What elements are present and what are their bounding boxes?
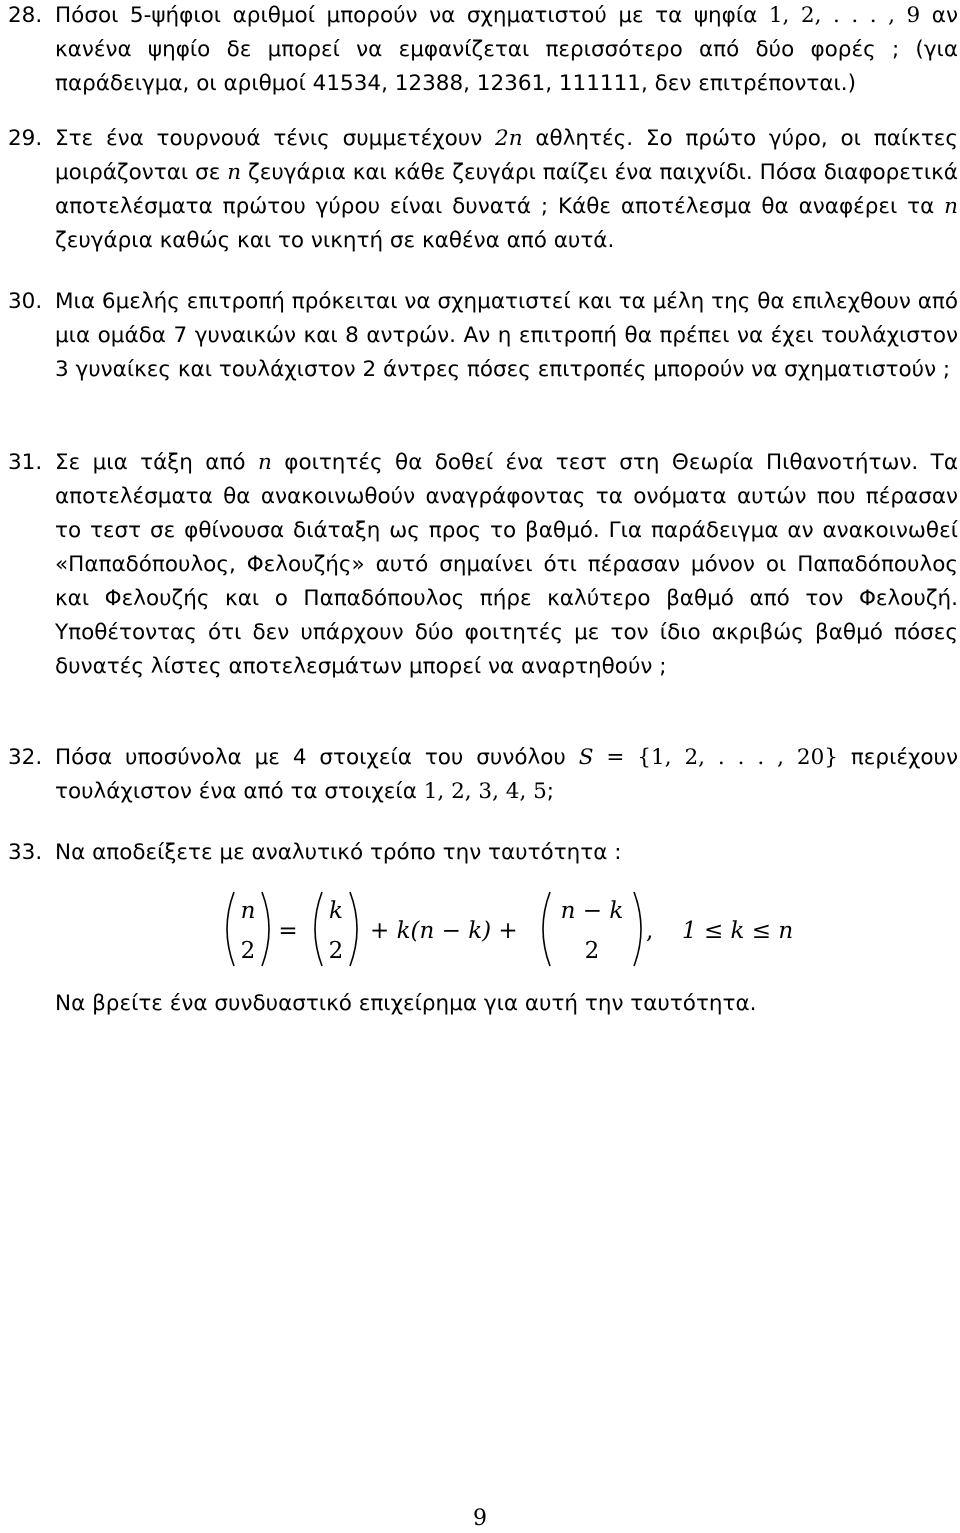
page-number: 9 [473,1506,487,1531]
problem-30 [8,285,958,387]
problem-text: Πόσα υποσύνολα με 4 στοιχεία του συνόλου S = {1, 2, . . . , 20} περιέχουν τουλάχιστον ένα από τα στοιχεία 1, 2, 3, 4, 5; [55,745,958,804]
problem-29 [8,122,958,258]
digit-range: 1, 2, . . . , 9 [768,3,921,28]
problem-text: Πόσοι 5-ψήφιοι αριθμοί μπορούν να σχηματιστού με τα ψηφία 1, 2, . . . , 9 αν κανένα ψηφίο δε μπορεί να εμφανίζεται περισσότερο από δύο φορές ; (για παράδειγμα, οι αριθμοί 41534, 12388, 12361, 111111, δεν επιτρέπονται.) [55,3,958,96]
problem-number: 33. [8,840,43,865]
problem-text: Στε ένα τουρνουά τένις συμμετέχουν 2n αθλητές. Σο πρώτο γύρο, οι παίκτες μοιράζονται σε n ζευγάρια και κάθε ζευγάρι παίζει ένα παιχνίδι. Πόσα διαφορετικά αποτελέσματα πρώτου γύρου είναι δυνατά ; Κάθε αποτέλεσμα θα αναφέρει τα n ζευγάρια καθώς και το νικητή σε καθένα από αυτά. [55,126,958,253]
left-paren [227,892,234,966]
binom-bottom: 2 [584,938,600,964]
middle-term: + k(n − k) + [370,918,518,944]
right-paren [350,892,357,966]
problem-28 [8,0,958,101]
range-condition: 1 ≤ k ≤ n [682,918,794,944]
problem-number: 32. [8,745,43,770]
comma: , [646,918,654,944]
binomial-identity [222,888,842,970]
left-paren [315,892,322,966]
problem-31 [8,446,958,684]
problem-text: Να αποδείξετε με αναλυτικό τρόπο την ταυτότητα : [55,840,622,865]
problem-text: Μια 6μελής επιτροπή πρόκειται να σχηματιστεί και τα μέλη της θα επιλεχθουν από μια ομάδα 7 γυναικών και 8 αντρών. Αν η επιτροπή θα πρέπει να έχει τουλάχιστον 3 γυναίκες και τουλάχιστον 2 άντρες πόσες επιτροπές μπορούν να σχηματιστούν ; [55,289,958,382]
problem-32 [8,741,958,809]
problem-number: 29. [8,126,43,151]
right-paren [262,892,269,966]
left-paren [543,892,550,966]
binom-top: n − k [560,898,624,924]
problem-number: 30. [8,289,43,314]
closing-prompt: Να βρείτε ένα συνδυαστικό επιχείρημα για αυτή την ταυτότητα. [55,991,757,1016]
problem-text: Σε μια τάξη από n φοιτητές θα δοθεί ένα τεστ στη Θεωρία Πιθανοτήτων. Τα αποτελέσματα θα ανακοινωθούν αναγράφοντας τα ονόματα αυτών που πέρασαν το τεστ σε φθίνουσα διάταξη ως προς το βαθμό. Για παράδειγμα αν ανακοινωθεί «Παπαδόπουλος, Φελουζής» αυτό σημαίνει ότι πέρασαν μόνον οι Παπαδόπουλος και Φελουζής και ο Παπαδόπουλος πήρε καλύτερο βαθμό από τον Φελουζή. Υποθέτοντας ότι δεν υπάρχουν δύο φοιτητές με τον ίδιο ακριβώς βαθμό πόσες δυνατές λίστες αποτελεσμάτων μπορεί να αναρτηθούν ; [55,450,958,679]
identity-formula [222,888,842,970]
binom-bottom: 2 [240,938,256,964]
right-paren [634,892,641,966]
binom-top: n [240,898,256,924]
binom-top: k [329,898,343,924]
problem-number: 31. [8,450,43,475]
problem-number: 28. [8,3,43,28]
binom-bottom: 2 [328,938,344,964]
problem-33 [8,836,958,870]
equals-sign: = [278,918,298,944]
